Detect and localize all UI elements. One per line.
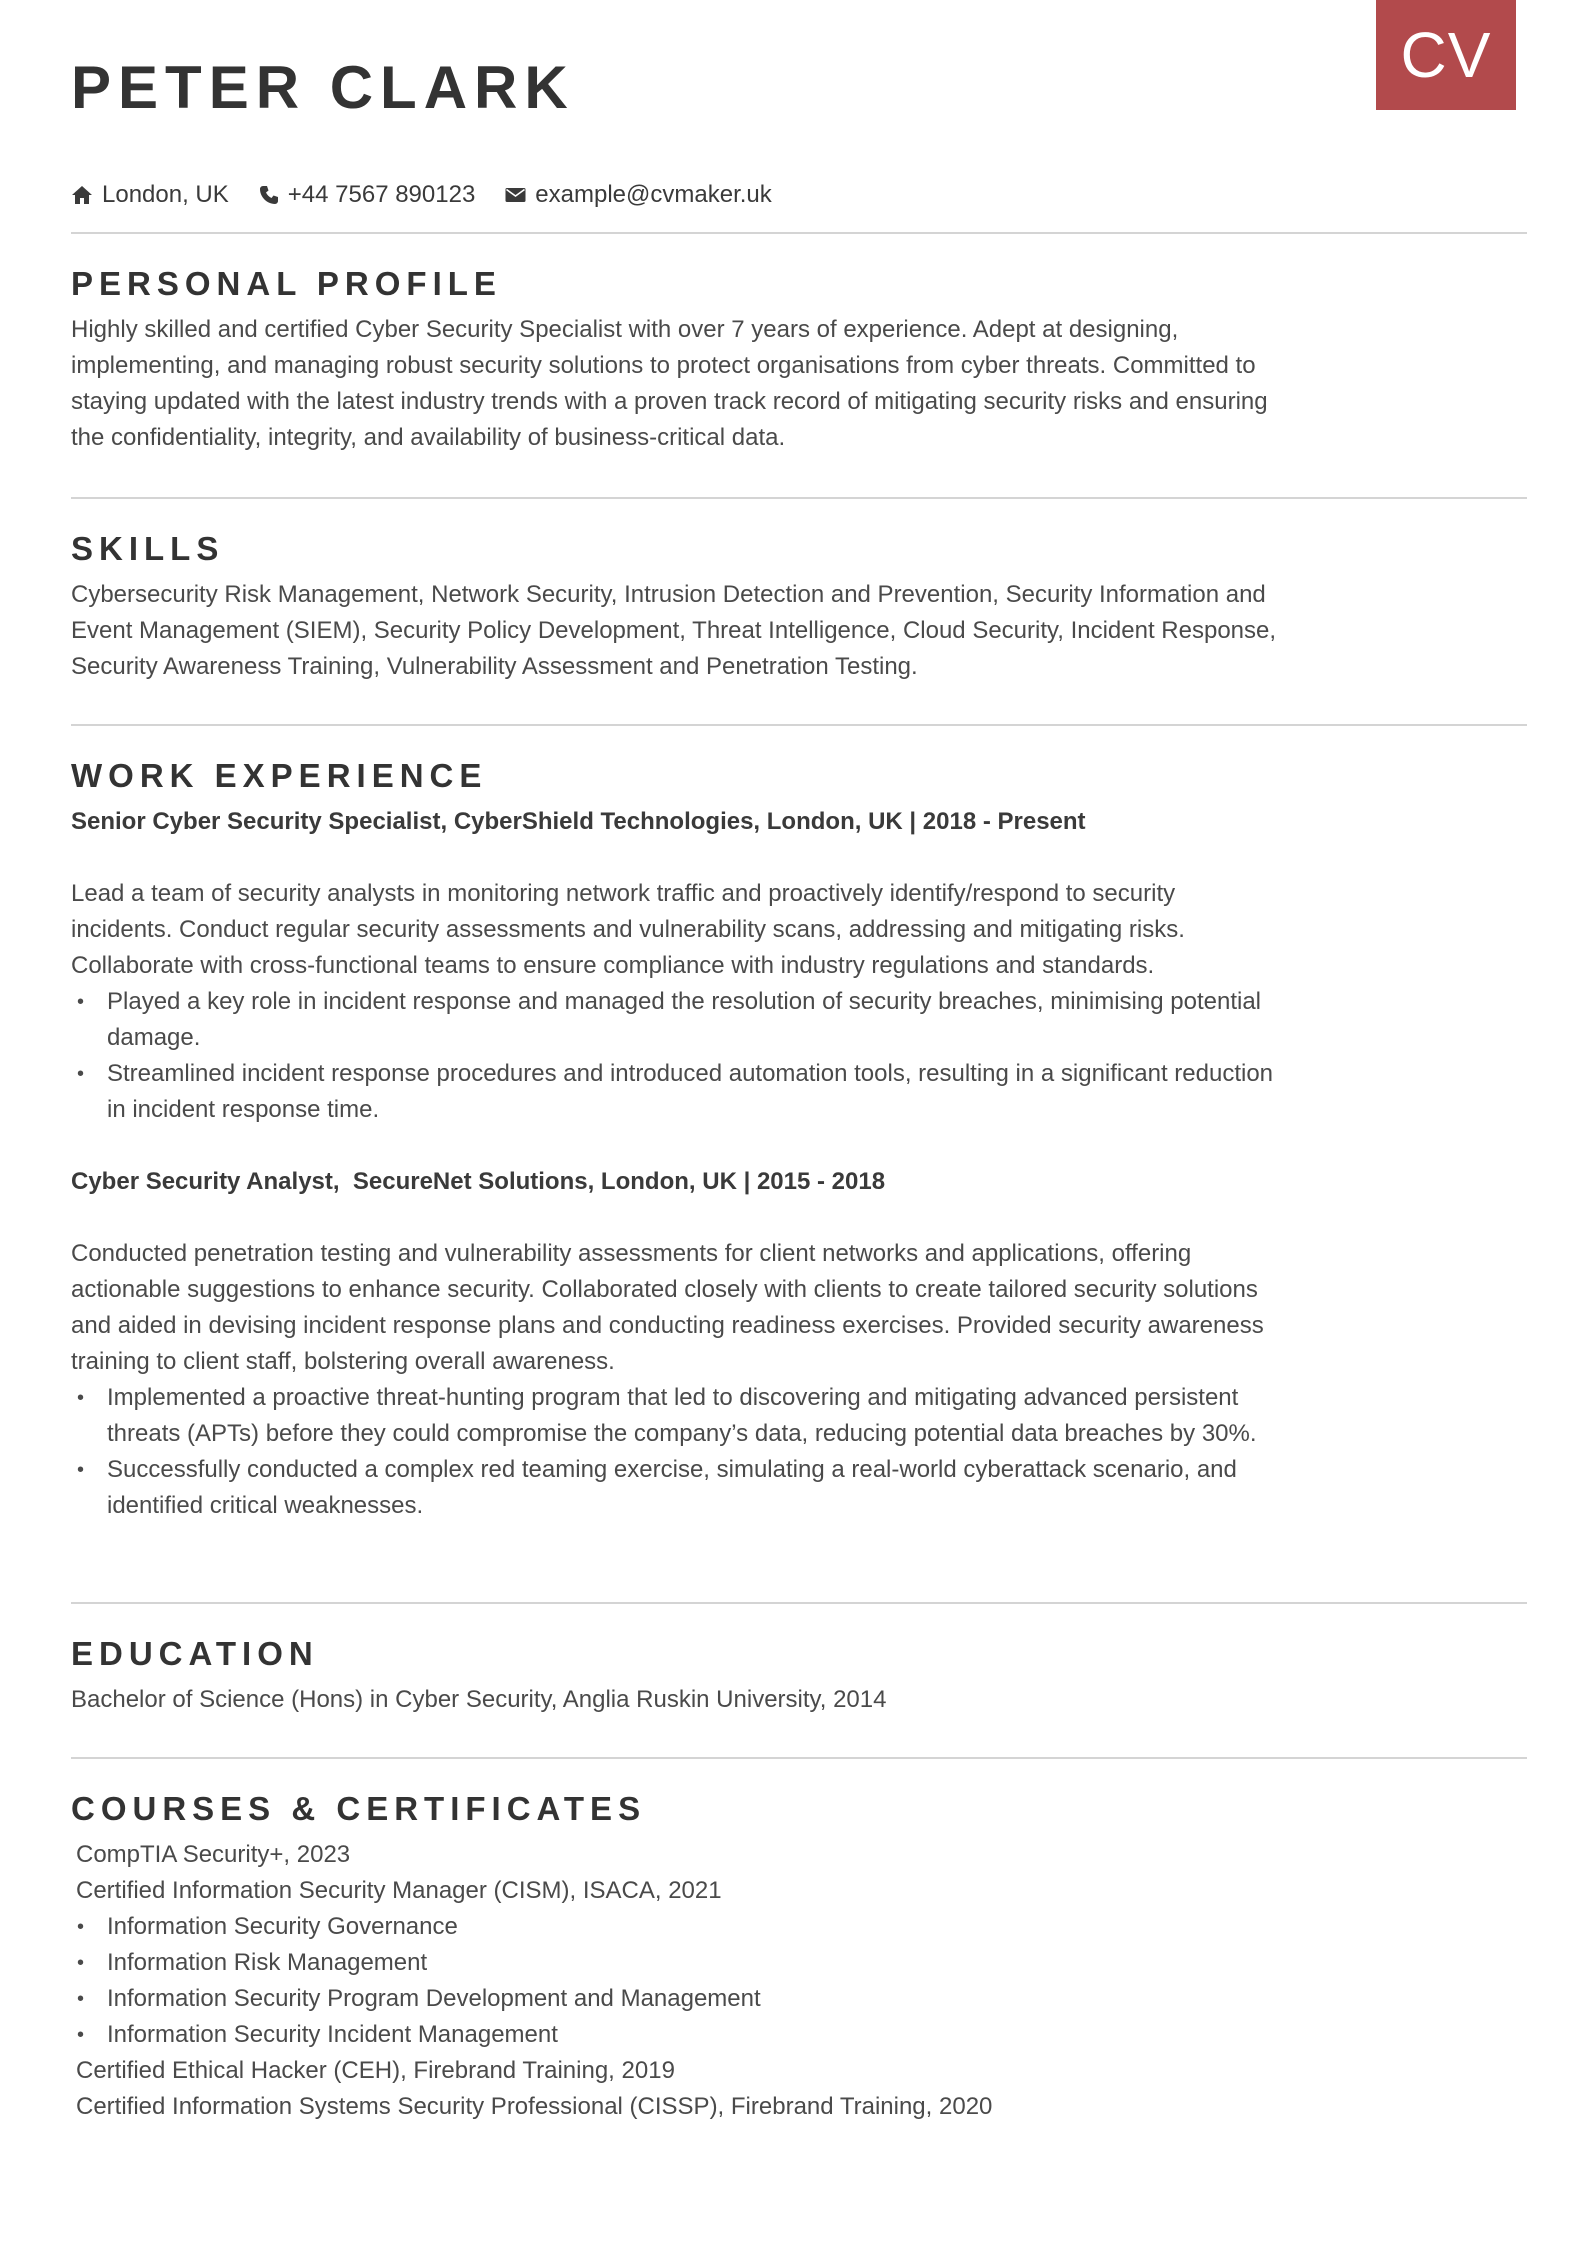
- cv-badge-label: CV: [1400, 19, 1492, 91]
- certificate-item: Certified Ethical Hacker (CEH), Firebrand Training, 2019: [76, 2057, 675, 2084]
- contact-row: [71, 178, 802, 212]
- section-divider: [71, 497, 1527, 499]
- contact-email[interactable]: [505, 178, 771, 212]
- job-heading: Cyber Security Analyst, SecureNet Solutions, London, UK | 2015 - 2018: [71, 1168, 886, 1195]
- candidate-name: PETER CLARK: [71, 54, 575, 121]
- education-text: Bachelor of Science (Hons) in Cyber Security, Anglia Ruskin University, 2014: [71, 1686, 887, 1713]
- job-entry: [71, 804, 1527, 1128]
- email-link[interactable]: example@cvmaker.uk: [535, 181, 772, 208]
- section-courses-certificates: [71, 1757, 1527, 2125]
- location-text: London, UK: [102, 181, 229, 208]
- section-title: PERSONAL PROFILE: [71, 265, 502, 302]
- list-item: • Information Security Incident Management: [71, 2017, 1281, 2053]
- section-education: [71, 1602, 1527, 1718]
- list-item: • Played a key role in incident response and managed the resolution of security breaches, minimising potential damage.: [71, 984, 1281, 1056]
- section-divider: [71, 1757, 1527, 1759]
- section-divider: [71, 232, 1527, 234]
- list-item: • Information Security Program Development and Management: [71, 1981, 1281, 2017]
- certificate-list: [71, 1837, 1527, 2125]
- home-icon: [71, 185, 93, 205]
- job-entry: [71, 1164, 1527, 1524]
- list-item: • Implemented a proactive threat-hunting program that led to discovering and mitigating advanced persistent threats (APTs) before they could compromise the company’s data, reducing potential data breaches by 30%.: [71, 1380, 1281, 1452]
- job-description: Lead a team of security analysts in monitoring network traffic and proactively identify/respond to security incidents. Conduct regular security assessments and vulnerability scans, addressing and mitigating risks. Collaborate with cross-functional teams to ensure compliance with industry regulations and standards.: [71, 880, 1185, 979]
- section-title: EDUCATION: [71, 1635, 319, 1672]
- section-title: COURSES & CERTIFICATES: [71, 1790, 647, 1827]
- mail-icon: [505, 187, 526, 203]
- job-achievements: [71, 984, 1281, 1128]
- section-divider: [71, 724, 1527, 726]
- skills-text: Cybersecurity Risk Management, Network Security, Intrusion Detection and Prevention, Security Information and Event Management (SIEM), Security Policy Development, Threat Intelligence, Cloud Security, Incident Response, Security Awareness Training, Vulnerability Assessment and Penetration Testing.: [71, 581, 1277, 680]
- phone-icon: [259, 185, 279, 205]
- list-item: • Successfully conducted a complex red teaming exercise, simulating a real-world cyberattack scenario, and identified critical weaknesses.: [71, 1452, 1281, 1524]
- cism-topics: [71, 1909, 1281, 2053]
- section-skills: [71, 497, 1527, 685]
- certificate-item: Certified Information Security Manager (CISM), ISACA, 2021: [76, 1877, 722, 1904]
- list-item: • Information Risk Management: [71, 1945, 1281, 1981]
- section-title: WORK EXPERIENCE: [71, 757, 488, 794]
- job-heading: Senior Cyber Security Specialist, CyberShield Technologies, London, UK | 2018 - Present: [71, 808, 1086, 835]
- job-achievements: [71, 1380, 1281, 1524]
- phone-text: +44 7567 890123: [287, 181, 476, 208]
- job-description: Conducted penetration testing and vulnerability assessments for client networks and applications, offering actionable suggestions to enhance security. Collaborated closely with clients to create tailored security solutions and aided in devising incident response plans and conducting readiness exercises. Provided security awareness training to client staff, bolstering overall awareness.: [71, 1240, 1264, 1375]
- list-item: • Streamlined incident response procedures and introduced automation tools, resulting in a significant reduction in incident response time.: [71, 1056, 1281, 1128]
- certificate-item: CompTIA Security+, 2023: [76, 1841, 351, 1868]
- contact-location: [71, 178, 229, 212]
- section-divider: [71, 1602, 1527, 1604]
- certificate-item: Certified Information Systems Security Professional (CISSP), Firebrand Training, 2020: [76, 2093, 993, 2120]
- section-personal-profile: [71, 232, 1527, 456]
- profile-text: Highly skilled and certified Cyber Security Specialist with over 7 years of experience. Adept at designing, implementing, and managing robust security solutions to protect organisations from cyber threats. Committed to staying updated with the latest industry trends with a proven track record of mitigating security risks and ensuring the confidentiality, integrity, and availability of business-critical data.: [71, 316, 1268, 451]
- section-title: SKILLS: [71, 530, 225, 567]
- cv-badge: [1376, 0, 1516, 110]
- section-work-experience: [71, 724, 1527, 1524]
- contact-phone: [259, 178, 476, 212]
- list-item: • Information Security Governance: [71, 1909, 1281, 1945]
